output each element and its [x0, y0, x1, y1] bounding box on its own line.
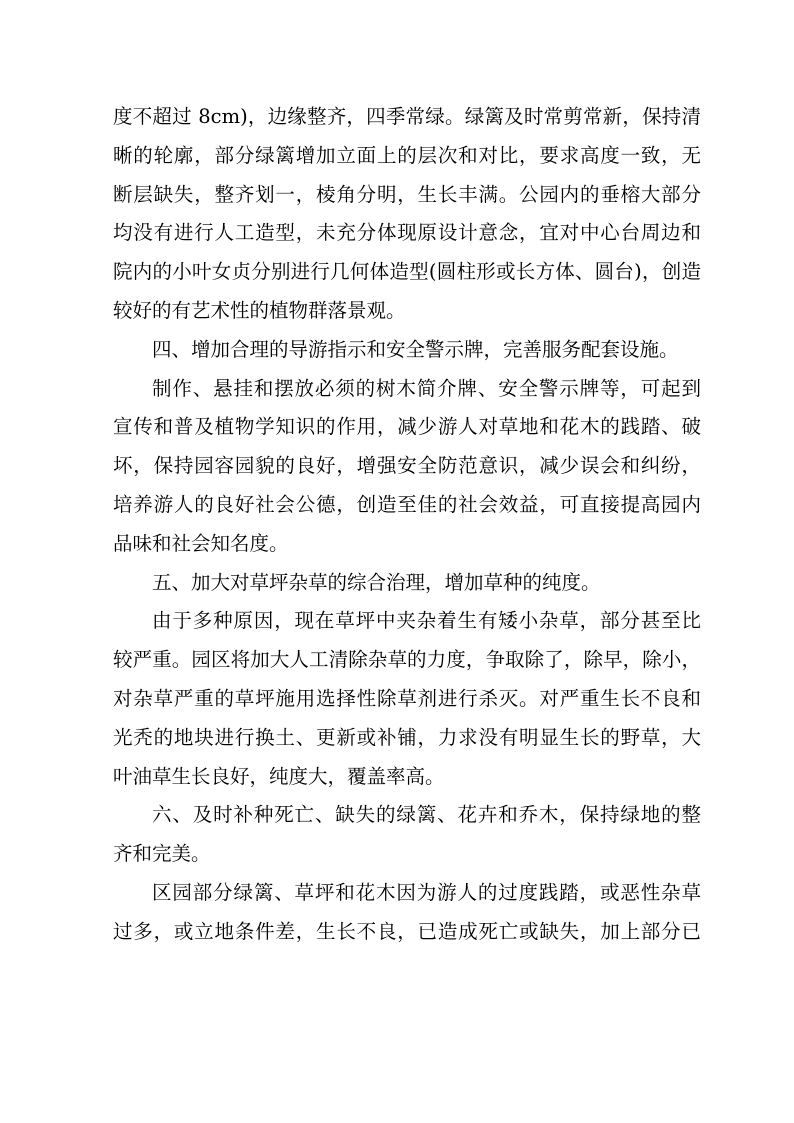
text-line: 较严重。园区将加大人工清除杂草的力度，争取除了，除早，除小，	[113, 648, 701, 672]
document-body	[113, 98, 701, 952]
text-line: 六、及时补种死亡、缺失的绿篱、花卉和乔木，保持绿地的整	[152, 803, 701, 827]
text-line: 光秃的地块进行换土、更新或补铺，力求没有明显生长的野草，大	[113, 725, 701, 749]
text-line: 区园部分绿篱、草坪和花木因为游人的过度践踏，或恶性杂草	[152, 880, 701, 904]
text-line: 四、增加合理的导游指示和安全警示牌，完善服务配套设施。	[152, 337, 679, 361]
text-line: 制作、悬挂和摆放必须的树木简介牌、安全警示牌等，可起到	[152, 376, 701, 400]
text-line: 培养游人的良好社会公德，创造至佳的社会效益，可直接提高园内	[113, 492, 701, 516]
text-line: 晰的轮廓，部分绿篱增加立面上的层次和对比，要求高度一致，无	[113, 143, 701, 167]
text-line: 院内的小叶女贞分别进行几何体造型(圆柱形或长方体、圆台)，创造	[113, 260, 701, 284]
text-line: 叶油草生长良好，纯度大，覆盖率高。	[113, 764, 445, 788]
text-line: 断层缺失，整齐划一，棱角分明，生长丰满。公园内的垂榕大部分	[113, 182, 701, 206]
text-line: 均没有进行人工造型，未充分体现原设计意念，宜对中心台周边和	[113, 221, 701, 245]
text-line: 过多，或立地条件差，生长不良，已造成死亡或缺失，加上部分已	[113, 919, 701, 943]
text-line: 较好的有艺术性的植物群落景观。	[113, 298, 406, 322]
text-line: 五、加大对草坪杂草的综合治理，增加草种的纯度。	[152, 570, 601, 594]
text-line: 坏，保持园容园貌的良好，增强安全防范意识，减少误会和纠纷，	[113, 454, 701, 478]
text-line: 品味和社会知名度。	[113, 531, 289, 555]
text-line: 宣传和普及植物学知识的作用，减少游人对草地和花木的践踏、破	[113, 415, 701, 439]
text-line: 齐和完美。	[113, 842, 211, 866]
text-line: 度不超过 8cm)，边缘整齐，四季常绿。绿篱及时常剪常新，保持清	[113, 105, 701, 128]
text-line: 对杂草严重的草坪施用选择性除草剂进行杀灭。对严重生长不良和	[113, 686, 701, 710]
text-line: 由于多种原因，现在草坪中夹杂着生有矮小杂草，部分甚至比	[152, 609, 701, 633]
